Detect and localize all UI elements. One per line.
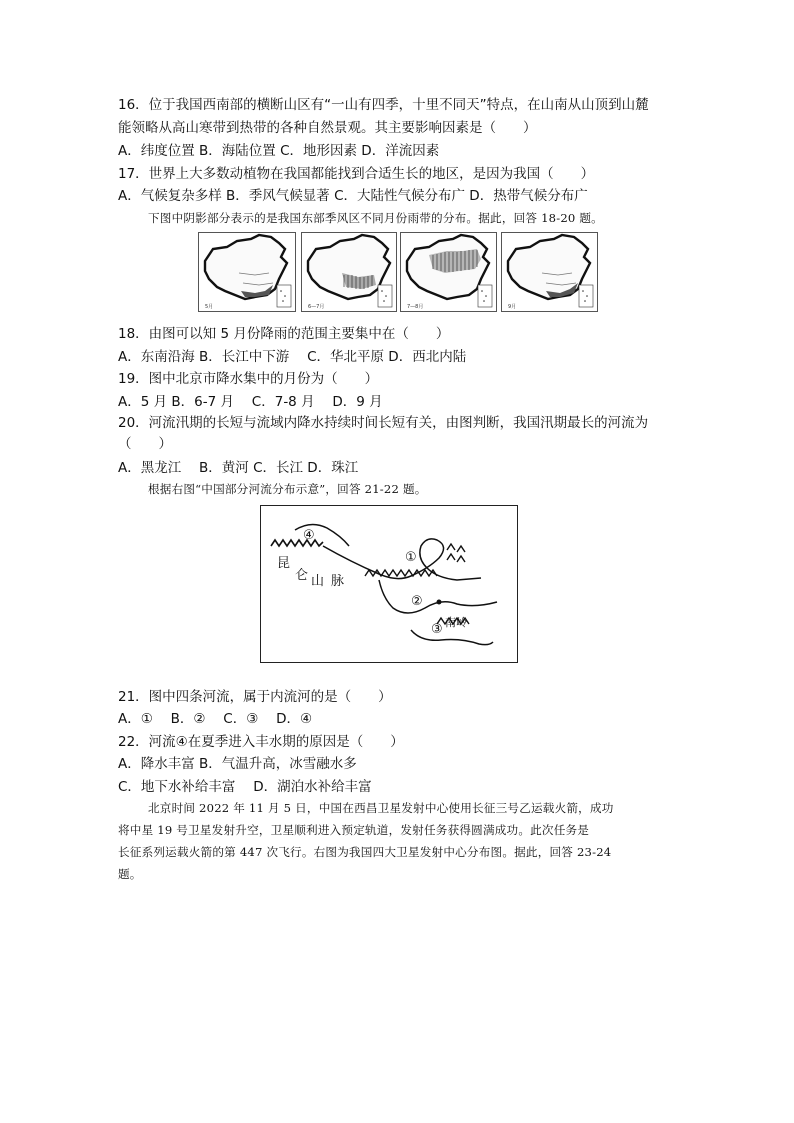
kunlun-label-4: 脉	[331, 574, 345, 589]
q19-stem: 19．图中北京市降水集中的月份为（ ）	[118, 371, 379, 387]
intro-23-24-line3: 长征系列运载火箭的第 447 次飞行。右图为我国四大卫星发射中心分布图。据此，回答 23-24	[118, 845, 612, 859]
intro-23-24-line1: 北京时间 2022 年 11 月 5 日，中国在西昌卫星发射中心使用长征三号乙运载火箭，成功	[148, 801, 614, 815]
q20-stem-line2: （ ）	[118, 436, 172, 452]
china-outline-icon	[302, 233, 396, 311]
kunlun-label-2: 仑	[295, 568, 309, 583]
q21-stem: 21．图中四条河流，属于内流河的是（ ）	[118, 689, 392, 705]
river-3-marker: ③	[431, 622, 443, 637]
nanling-label: 南岭	[445, 616, 467, 629]
rain-map-caption: 7—8月	[407, 304, 424, 310]
q20-stem-line1: 20．河流汛期的长短与流域内降水持续时间长短有关，由图判断，我国汛期最长的河流为	[118, 415, 649, 431]
rain-map-sept	[501, 232, 598, 312]
river-4-marker: ④	[303, 528, 315, 543]
q16-stem-line1: 16．位于我国西南部的横断山区有“一山有四季，十里不同天”特点，在山南从山顶到山麓	[118, 97, 649, 113]
intro-18-20: 下图中阴影部分表示的是我国东部季风区不同月份雨带的分布。据此，回答 18-20 题。	[148, 211, 603, 225]
q16-stem-line2: 能领略从高山寒带到热带的各种自然景观。其主要影响因素是（ ）	[118, 120, 537, 136]
river-2-marker: ②	[411, 594, 423, 609]
rain-map-caption: 5月	[205, 304, 214, 310]
intro-23-24-line2: 将中星 19 号卫星发射升空，卫星顺利进入预定轨道，发射任务获得圆满成功。此次任务是	[118, 823, 590, 837]
q22-stem: 22．河流④在夏季进入丰水期的原因是（ ）	[118, 734, 404, 750]
q18-stem: 18．由图可以知 5 月份降雨的范围主要集中在（ ）	[118, 326, 450, 342]
kunlun-label-1: 昆	[277, 556, 291, 571]
q17-options: A．气候复杂多样 B．季风气候显著 C．大陆性气候分布广 D．热带气候分布广	[118, 188, 588, 204]
q16-options: A．纬度位置 B．海陆位置 C．地形因素 D．洋流因素	[118, 143, 440, 159]
rain-map-caption: 9月	[508, 304, 517, 310]
china-outline-icon	[502, 233, 597, 311]
river-map-drawing	[261, 506, 517, 662]
china-outline-icon	[199, 233, 295, 311]
rain-map-may	[198, 232, 296, 312]
intro-23-24-line4: 题。	[118, 867, 142, 881]
china-outline-icon	[401, 233, 496, 311]
q17-stem: 17．世界上大多数动植物在我国都能找到合适生长的地区，是因为我国（ ）	[118, 166, 595, 182]
river-1-marker: ①	[405, 550, 417, 565]
rain-map-july-aug	[400, 232, 497, 312]
intro-21-22: 根据右图“中国部分河流分布示意”，回答 21-22 题。	[148, 482, 427, 496]
q21-options: A．① B．② C．③ D．④	[118, 711, 313, 727]
q22-options-1: A．降水丰富 B．气温升高，冰雪融水多	[118, 756, 357, 772]
q19-options: A．5 月 B．6-7 月 C．7-8 月 D．9 月	[118, 394, 383, 410]
rain-map-caption: 6—7月	[308, 304, 325, 310]
q20-options: A．黑龙江 B．黄河 C．长江 D．珠江	[118, 460, 359, 476]
q18-options: A．东南沿海 B．长江中下游 C．华北平原 D．西北内陆	[118, 349, 467, 365]
river-map-figure	[260, 505, 518, 663]
rain-map-june-july	[301, 232, 397, 312]
q22-options-2: C．地下水补给丰富 D．湖泊水补给丰富	[118, 779, 372, 795]
kunlun-label-3: 山	[311, 574, 325, 589]
